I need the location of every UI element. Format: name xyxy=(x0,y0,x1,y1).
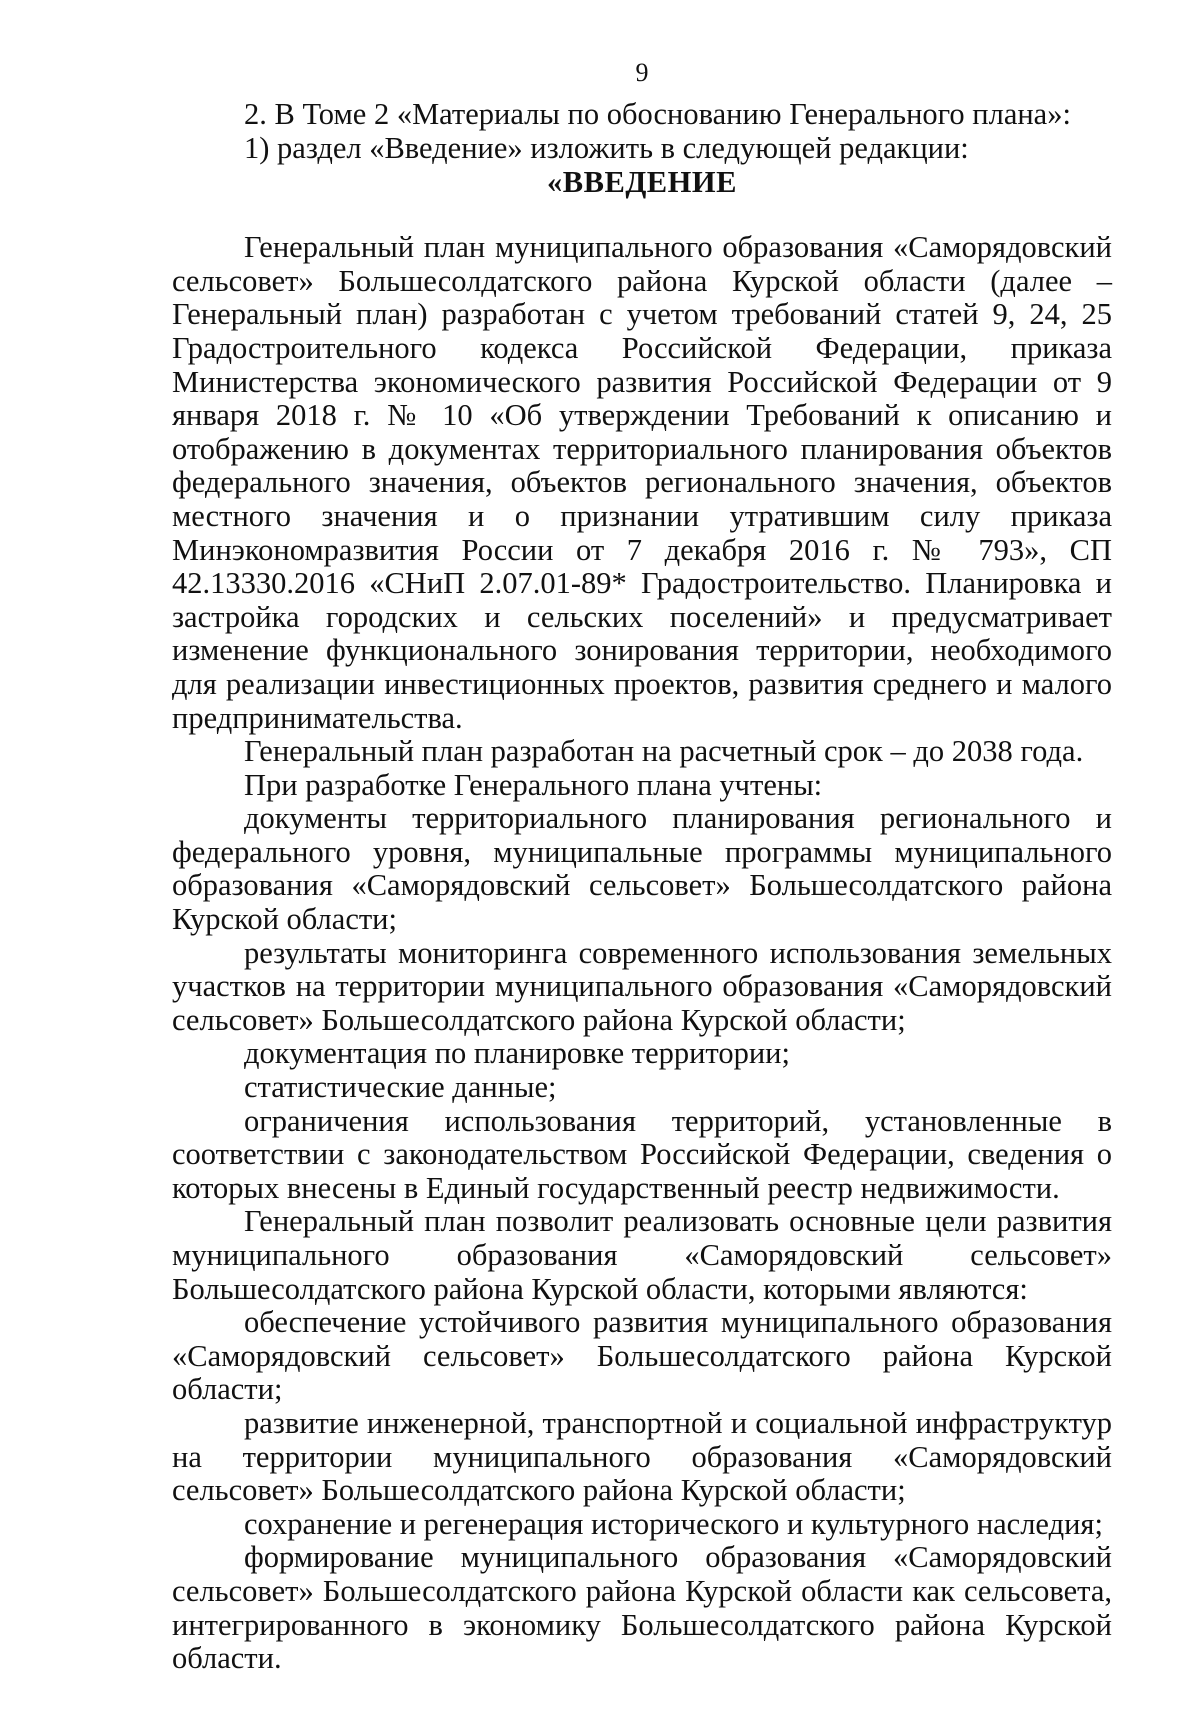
paragraph-goals: Генеральный план позволит реализовать основные цели развития муниципального образования «Саморядовский сельсовет» Большесолдатского района Курской области, которыми являются: xyxy=(172,1204,1112,1306)
list-item-integration: формирование муниципального образования «Саморядовский сельсовет» Большесолдатского района Курской области как сельсовета, интегрированного в экономику Большесолдатского района Курской области. xyxy=(172,1540,1112,1676)
list-item-sustainable: обеспечение устойчивого развития муниципального образования «Саморядовский сельсовет» Большесолдатского района Курской области; xyxy=(172,1305,1112,1407)
page-number: 9 xyxy=(635,58,649,87)
list-item-infrastructure: развитие инженерной, транспортной и социальной инфраструктур на территории муниципального образования «Саморядовский сельсовет» Большесолдатского района Курской области; xyxy=(172,1405,1112,1508)
header-line-2: 1) раздел «Введение» изложить в следующей редакции: xyxy=(244,130,969,165)
list-item-planning-docs: документация по планировке территории; xyxy=(244,1036,790,1071)
paragraph-term: Генеральный план разработан на расчетный срок – до 2038 года. xyxy=(244,734,1084,769)
list-item-territorial-docs: документы территориального планирования регионального и федерального уровня, муниципальные программы муниципального образования «Саморядовский сельсовет» Большесолдатского района Курской области; xyxy=(172,801,1112,937)
document-page xyxy=(172,58,1112,1676)
list-item-restrictions: ограничения использования территорий, установленные в соответствии с законодательством Российской Федерации, сведения о которых внесены в Единый государственный реестр недвижимости. xyxy=(172,1103,1112,1205)
paragraph-intro: Генеральный план муниципального образования «Саморядовский сельсовет» Большесолдатского района Курской области (далее – Генеральный план) разработан с учетом требований статей 9, 24, 25 Градостроительного кодекса Российской Федерации, приказа Министерства экономического развития Российской Федерации от 9 января 2018 г. № 10 «Об утверждении Требований к описанию и отображению в документах территориального планирования объектов федерального значения, объектов регионального значения, объектов местного значения и о признании утратившим силу приказа Минэкономразвития России от 7 декабря 2016 г. № 793», СП 42.13330.2016 «СНиП 2.07.01-89* Градостроительство. Планировка и застройка городских и сельских поселений» и предусматривает изменение функционального зонирования территории, необходимого для реализации инвестиционных проектов, развития среднего и малого предпринимательства. xyxy=(172,230,1112,735)
list-item-monitoring: результаты мониторинга современного использования земельных участков на территории муниципального образования «Саморядовский сельсовет» Большесолдатского района Курской области; xyxy=(172,935,1112,1037)
header-line-1: 2. В Томе 2 «Материалы по обоснованию Генерального плана»: xyxy=(244,97,1071,131)
section-title: «ВВЕДЕНИЕ xyxy=(547,165,737,200)
list-item-heritage: сохранение и регенерация исторического и культурного наследия; xyxy=(244,1506,1103,1541)
paragraph-considered: При разработке Генерального плана учтены: xyxy=(244,767,823,802)
list-item-statistics: статистические данные; xyxy=(244,1070,557,1105)
